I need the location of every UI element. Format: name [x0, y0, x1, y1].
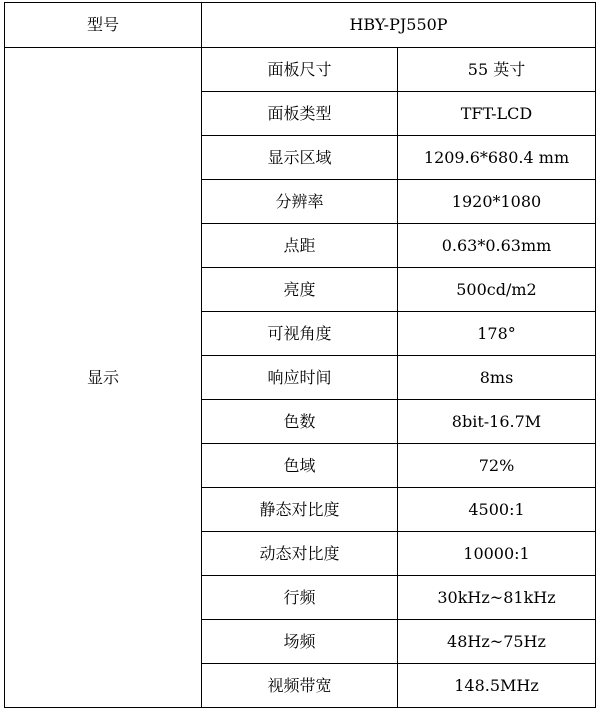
- spec-name-cell: 场频: [202, 620, 398, 664]
- spec-value-cell: 55 英寸: [398, 48, 596, 92]
- spec-name-cell: 面板类型: [202, 92, 398, 136]
- spec-name-cell: 分辨率: [202, 180, 398, 224]
- spec-table: [4, 2, 596, 708]
- spec-value-cell: 4500:1: [398, 488, 596, 532]
- spec-name-cell: 视频带宽: [202, 664, 398, 708]
- spec-value-cell: 10000:1: [398, 532, 596, 576]
- spec-value-cell: 30kHz~81kHz: [398, 576, 596, 620]
- spec-name-cell: 面板尺寸: [202, 48, 398, 92]
- spec-value-cell: 48Hz~75Hz: [398, 620, 596, 664]
- header-row: [5, 3, 596, 48]
- spec-name-cell: 可视角度: [202, 312, 398, 356]
- spec-value-cell: 178°: [398, 312, 596, 356]
- group-label-cell: 显示: [5, 48, 202, 708]
- spec-name-cell: 静态对比度: [202, 488, 398, 532]
- model-value-cell: HBY-PJ550P: [202, 3, 596, 48]
- spec-name-cell: 点距: [202, 224, 398, 268]
- spec-name-cell: 行频: [202, 576, 398, 620]
- model-label-cell: 型号: [5, 3, 202, 48]
- spec-value-cell: 8bit-16.7M: [398, 400, 596, 444]
- spec-value-cell: 500cd/m2: [398, 268, 596, 312]
- spec-name-cell: 色数: [202, 400, 398, 444]
- spec-name-cell: 动态对比度: [202, 532, 398, 576]
- spec-value-cell: TFT-LCD: [398, 92, 596, 136]
- spec-value-cell: 72%: [398, 444, 596, 488]
- spec-value-cell: 1209.6*680.4 mm: [398, 136, 596, 180]
- spec-value-cell: 0.63*0.63mm: [398, 224, 596, 268]
- spec-name-cell: 亮度: [202, 268, 398, 312]
- spec-name-cell: 响应时间: [202, 356, 398, 400]
- spec-name-cell: 显示区域: [202, 136, 398, 180]
- table-row: [5, 48, 596, 92]
- spec-value-cell: 1920*1080: [398, 180, 596, 224]
- spec-name-cell: 色域: [202, 444, 398, 488]
- spec-value-cell: 8ms: [398, 356, 596, 400]
- spec-value-cell: 148.5MHz: [398, 664, 596, 708]
